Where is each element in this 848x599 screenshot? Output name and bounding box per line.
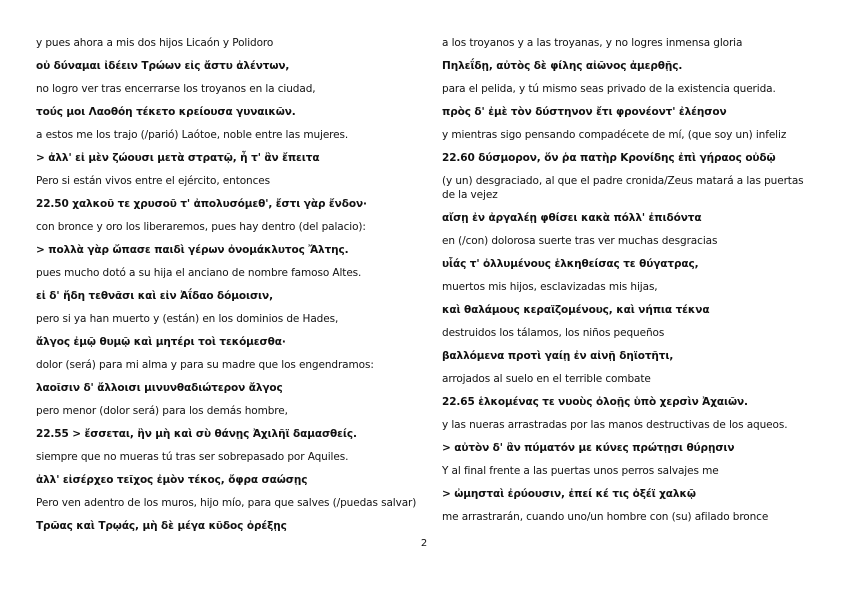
greek-verse-line: 22.50 χαλκοῦ τε χρυσοῦ τ' ἀπολυσόμεθ', ἔστι γὰρ ἔνδον·	[36, 198, 367, 210]
page-number: 2	[420, 538, 428, 549]
translation-line: no logro ver tras encerrarse los troyanos en la ciudad,	[36, 83, 316, 95]
greek-verse-line: > ἀλλ' εἰ μὲν ζώουσι μετὰ στρατῷ, ἦ τ' ἂν ἔπειτα	[36, 152, 320, 164]
translation-line: siempre que no mueras tú tras ser sobrepasado por Aquiles.	[36, 451, 349, 463]
translation-line: para el pelida, y tú mismo seas privado de la existencia querida.	[442, 83, 776, 95]
translation-line: en (/con) dolorosa suerte tras ver muchas desgracias	[442, 235, 718, 247]
translation-line: muertos mis hijos, esclavizadas mis hijas,	[442, 281, 658, 293]
greek-verse-line: οὐ δύναμαι ἰδέειν Τρώων εἰς ἄστυ ἀλέντων,	[36, 60, 290, 72]
translation-line: Pero ven adentro de los muros, hijo mío, para que salves (/puedas salvar)	[36, 497, 417, 509]
greek-verse-line: ἄλγος ἐμῷ θυμῷ καὶ μητέρι τοὶ τεκόμεσθα·	[36, 336, 286, 348]
translation-line: me arrastrarán, cuando uno/un hombre con (su) afilado bronce	[442, 511, 769, 523]
greek-verse-line: > αὐτὸν δ' ἂν πύματόν με κύνες πρώτῃσι θύρῃσιν	[442, 442, 735, 454]
translation-line: Pero si están vivos entre el ejército, entonces	[36, 175, 271, 187]
greek-verse-line: υἷάς τ' ὀλλυμένους ἑλκηθείσας τε θύγατρας,	[442, 258, 699, 270]
greek-verse-line: εἰ δ' ἤδη τεθνᾶσι καὶ εἰν Ἀΐδαο δόμοισιν,	[36, 290, 273, 302]
translation-line: destruidos los tálamos, los niños pequeños	[442, 327, 665, 339]
translation-line: pero menor (dolor será) para los demás hombre,	[36, 405, 288, 417]
greek-verse-line: Πηλεΐδῃ, αὐτὸς δὲ φίλης αἰῶνος ἀμερθῇς.	[442, 60, 683, 72]
translation-line: Y al final frente a las puertas unos perros salvajes me	[442, 465, 719, 477]
translation-line: dolor (será) para mi alma y para su madre que los engendramos:	[36, 359, 374, 371]
translation-line: a estos me los trajo (/parió) Laótoe, noble entre las mujeres.	[36, 129, 349, 141]
greek-verse-line: ἀλλ' εἰσέρχεο τεῖχος ἐμὸν τέκος, ὄφρα σαώσῃς	[36, 474, 308, 486]
translation-line: y pues ahora a mis dos hijos Licaón y Polidoro	[36, 37, 274, 49]
left-column	[36, 36, 417, 542]
translation-line: pero si ya han muerto y (están) en los dominios de Hades,	[36, 313, 339, 325]
translation-line: a los troyanos y a las troyanas, y no logres inmensa gloria	[442, 37, 743, 49]
greek-verse-line: βαλλόμενα προτὶ γαίῃ ἐν αἰνῇ δηϊοτῆτι,	[442, 350, 674, 362]
translation-line: y las nueras arrastradas por las manos destructivas de los aqueos.	[442, 419, 788, 431]
greek-verse-line: πρὸς δ' ἐμὲ τὸν δύστηνον ἔτι φρονέοντ' ἐλέησον	[442, 106, 727, 118]
translation-line: pues mucho dotó a su hija el anciano de nombre famoso Altes.	[36, 267, 362, 279]
greek-verse-line: τούς μοι Λαοθόη τέκετο κρείουσα γυναικῶν.	[36, 106, 296, 118]
greek-verse-line: Τρῶας καὶ Τρῳάς, μὴ δὲ μέγα κῦδος ὀρέξῃς	[36, 520, 287, 532]
translation-line: (y un) desgraciado, al que el padre cronida/Zeus matará a las puertas de la vejez	[442, 175, 804, 201]
greek-verse-line: 22.65 ἑλκομένας τε νυοὺς ὀλοῇς ὑπὸ χερσὶν Ἀχαιῶν.	[442, 396, 748, 408]
greek-verse-line: λαοῖσιν δ' ἄλλοισι μινυνθαδιώτερον ἄλγος	[36, 382, 283, 394]
right-column	[442, 36, 812, 533]
greek-verse-line: > πολλὰ γὰρ ὤπασε παιδὶ γέρων ὀνομάκλυτος Ἄλτης.	[36, 244, 349, 256]
greek-verse-line: 22.60 δύσμορον, ὅν ῥα πατὴρ Κρονίδης ἐπὶ γήραος οὐδῷ	[442, 152, 776, 164]
translation-line: con bronce y oro los liberaremos, pues hay dentro (del palacio):	[36, 221, 366, 233]
translation-line: arrojados al suelo en el terrible combate	[442, 373, 651, 385]
greek-verse-line: > ὠμησταὶ ἐρύουσιν, ἐπεί κέ τις ὀξέϊ χαλκῷ	[442, 488, 696, 500]
greek-verse-line: αἴσῃ ἐν ἀργαλέῃ φθίσει κακὰ πόλλ' ἐπιδόντα	[442, 212, 702, 224]
greek-verse-line: καὶ θαλάμους κεραϊζομένους, καὶ νήπια τέκνα	[442, 304, 710, 316]
translation-line: y mientras sigo pensando compadécete de mí, (que soy un) infeliz	[442, 129, 787, 141]
greek-verse-line: 22.55 > ἔσσεται, ἢν μὴ καὶ σὺ θάνῃς Ἀχιλῆϊ δαμασθείς.	[36, 428, 357, 440]
